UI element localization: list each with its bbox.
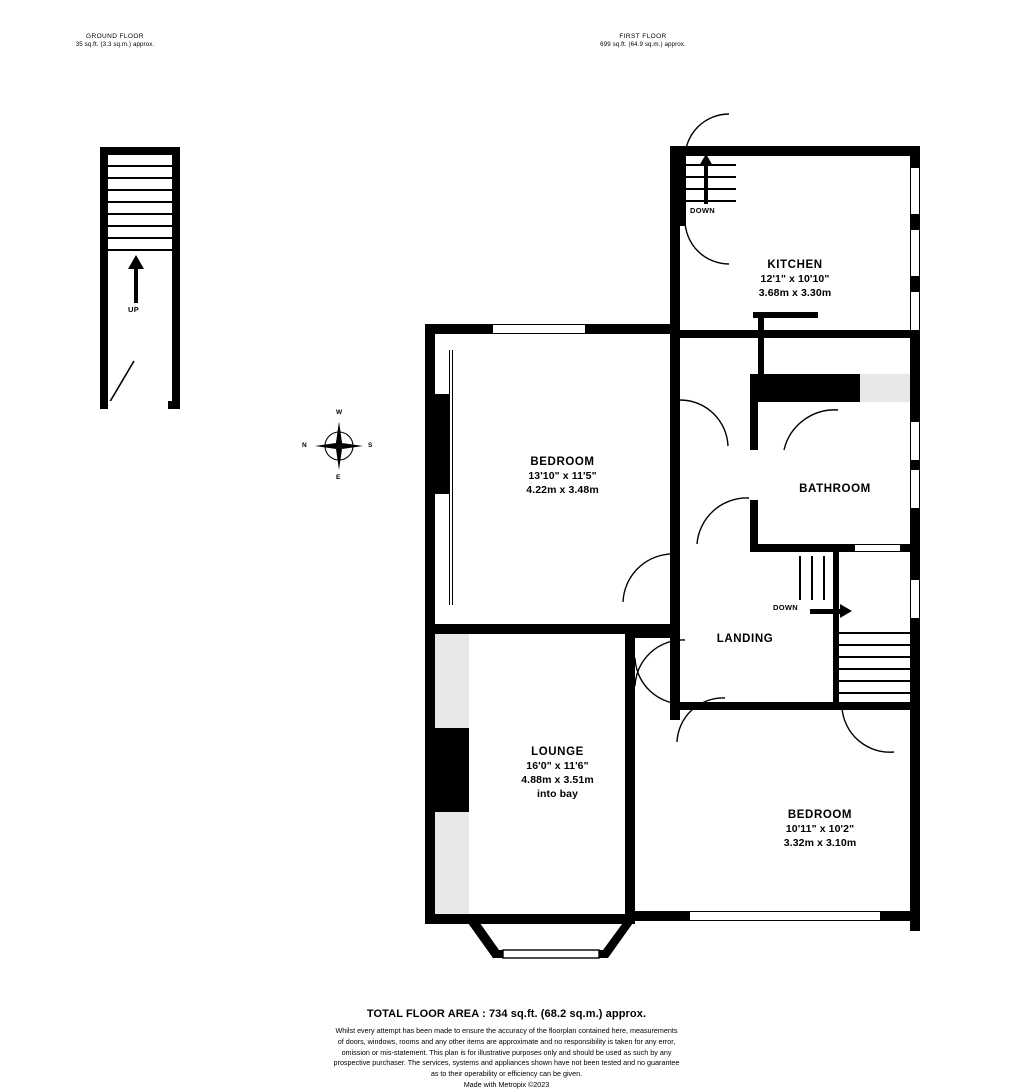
compass-label-n: N xyxy=(302,442,307,449)
ff-down-label-landing: DOWN xyxy=(773,603,798,612)
ff-window-right-2 xyxy=(910,230,920,276)
ff-bedroom1-lounge-wall xyxy=(425,624,675,634)
first-floor-area: 699 sq.ft. (64.9 sq.m.) approx. xyxy=(600,41,686,49)
ff-bedroom1-door-arc xyxy=(621,552,677,604)
room-kitchen-dim-imperial: 12'1" x 10'10" xyxy=(760,273,830,286)
ff-window-right-6 xyxy=(910,580,920,618)
disclaimer-line: Whilst every attempt has been made to ensure the accuracy of the floorplan contained here, measurements xyxy=(335,1026,678,1035)
ff-landing-stair-riser xyxy=(823,556,825,600)
ff-bath-unit-grey xyxy=(860,374,910,402)
gf-stair-tread xyxy=(108,249,172,251)
ff-landing-stair-tread xyxy=(833,680,911,682)
first-floor-heading xyxy=(583,32,703,50)
ground-floor-heading xyxy=(55,32,175,50)
gf-wall-right xyxy=(172,147,180,409)
ff-landing-stair-tread xyxy=(833,644,911,646)
ff-bathroom-door-arc-lower xyxy=(695,496,751,546)
disclaimer-line: omission or mis-statement. This plan is for illustrative purposes only and should be used as such by any xyxy=(341,1047,672,1057)
ground-floor-plan xyxy=(100,147,180,409)
compass-label-w: W xyxy=(336,409,343,416)
disclaimer-line: prospective purchaser. The services, systems and appliances shown have not been tested and no guarantee xyxy=(333,1058,680,1068)
gf-stair-tread xyxy=(108,177,172,179)
ff-top-stair-up-arrow-icon xyxy=(698,154,714,204)
gf-stair-tread xyxy=(108,237,172,239)
ff-landing-stair-riser xyxy=(799,556,801,600)
made-with-credit: Made with Metropix ©2023 xyxy=(463,1079,550,1089)
gf-stair-tread xyxy=(108,189,172,191)
room-lounge xyxy=(460,745,655,802)
disclaimer-line: as to their operability or efficiency can be given. xyxy=(430,1069,583,1079)
gf-stair-tread xyxy=(108,165,172,167)
room-lounge-dim-imperial: 16'0" x 11'6" xyxy=(526,760,589,773)
gf-up-arrow-icon xyxy=(126,255,146,303)
ff-bathroom-door-arc xyxy=(680,398,736,448)
room-bedroom-2-dim-imperial: 10'11" x 10'2" xyxy=(785,823,855,836)
room-lounge-dim-metric: 4.88m x 3.51m xyxy=(521,774,594,787)
room-bedroom-2 xyxy=(725,808,915,851)
room-bathroom-name: BATHROOM xyxy=(799,483,871,495)
ground-floor-title: GROUND FLOOR xyxy=(86,33,144,40)
ff-landing-stair-tread xyxy=(833,668,911,670)
room-bedroom-1-name: BEDROOM xyxy=(530,456,595,468)
gf-stair-tread xyxy=(108,225,172,227)
gf-stair-tread xyxy=(108,201,172,203)
ff-central-wall xyxy=(670,330,680,720)
room-kitchen-name: KITCHEN xyxy=(767,259,823,271)
ff-window-right-1 xyxy=(910,168,920,214)
gf-wall-left xyxy=(100,147,108,409)
ff-landing-stair-tread xyxy=(833,632,911,634)
ff-window-right-4 xyxy=(910,422,920,460)
gf-up-label: UP xyxy=(128,305,140,314)
ff-bedroom1-bay-wall xyxy=(435,394,449,494)
disclaimer-line: of doors, windows, rooms and any other items are approximate and no responsibility is taken for any error, xyxy=(337,1036,676,1046)
ff-window-bathroom-bottom xyxy=(855,544,900,552)
ff-window-bedroom1-top xyxy=(493,324,585,334)
first-floor-plan xyxy=(425,140,920,970)
room-lounge-name: LOUNGE xyxy=(531,746,584,758)
compass-label-s: S xyxy=(368,442,373,449)
ff-kitchen-wall-left xyxy=(670,146,680,336)
gf-wall-top xyxy=(100,147,180,155)
compass-icon xyxy=(311,418,367,474)
room-kitchen-dim-metric: 3.68m x 3.30m xyxy=(758,287,832,300)
disclaimer xyxy=(0,1026,1013,1080)
ff-bathroom-inner-door-arc xyxy=(780,408,840,452)
room-lounge-extra: into bay xyxy=(536,787,579,800)
ff-top-stair-wall-left xyxy=(680,156,686,226)
room-bedroom-1-dim-metric: 4.22m x 3.48m xyxy=(526,484,599,497)
first-floor-title: FIRST FLOOR xyxy=(619,33,667,40)
ff-bathroom-stub-wall-3 xyxy=(753,312,809,318)
ff-lounge-bay-grey-2 xyxy=(435,812,469,918)
ff-stair-door-arc-top xyxy=(683,114,743,160)
room-bedroom-1 xyxy=(465,455,660,498)
room-kitchen xyxy=(695,258,895,301)
ff-landing-stair-tread xyxy=(833,656,911,658)
room-bedroom-1-dim-imperial: 13'10" x 11'5" xyxy=(528,470,597,483)
ff-landing-door-arc-4 xyxy=(840,706,896,756)
ff-bathroom-wall-left xyxy=(750,402,758,450)
ff-landing-down-arrow-icon xyxy=(810,603,852,619)
ff-landing-door-arc-3 xyxy=(675,696,731,744)
ff-bath-unit-block xyxy=(750,374,860,402)
ff-landing-stair-tread xyxy=(833,692,911,694)
footer xyxy=(0,1008,1013,1091)
ff-kitchen-bathroom-wall xyxy=(670,330,920,338)
gf-door-gap xyxy=(108,401,168,409)
ff-bathroom-stub-wall xyxy=(758,312,764,378)
room-bedroom-2-name: BEDROOM xyxy=(787,809,853,821)
ff-down-label-top: DOWN xyxy=(690,206,715,215)
compass-label-e: E xyxy=(336,474,341,481)
total-floor-area: TOTAL FLOOR AREA : 734 sq.ft. (68.2 sq.m.) approx. xyxy=(366,1008,647,1020)
ff-bay-window xyxy=(463,916,638,968)
room-bathroom xyxy=(745,482,925,497)
compass-rose xyxy=(302,409,373,481)
ff-landing-stair-riser xyxy=(811,556,813,600)
gf-door-opening xyxy=(108,361,172,405)
ground-floor-area: 35 sq.ft. (3.3 sq.m.) approx. xyxy=(75,41,155,49)
room-bedroom-2-dim-metric: 3.32m x 3.10m xyxy=(783,837,857,850)
ff-bathroom-wall-left-2 xyxy=(750,500,758,550)
room-landing-name: LANDING xyxy=(716,633,774,645)
ff-window-bedroom2-bottom xyxy=(690,911,880,921)
ff-window-bedroom1-left xyxy=(449,350,453,605)
gf-stair-tread xyxy=(108,213,172,215)
ff-lounge-bay-grey-1 xyxy=(435,634,469,728)
